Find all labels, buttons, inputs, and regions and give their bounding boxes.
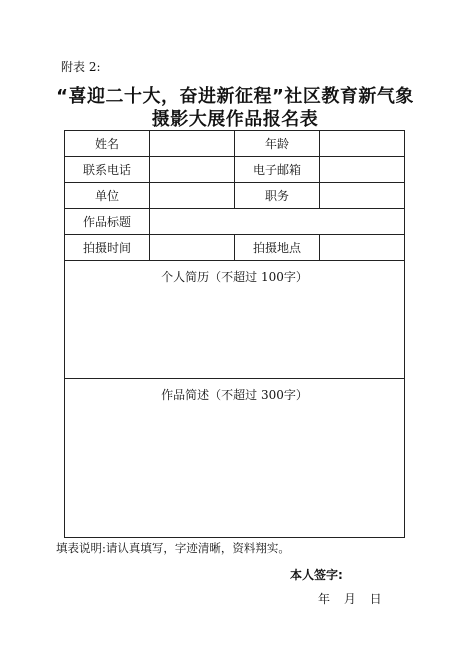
age-field[interactable] [320,131,405,157]
shoot-time-field[interactable] [150,235,235,261]
shoot-location-label: 拍摄地点 [235,235,320,261]
form-row-shoot-info [65,235,405,261]
attachment-label: 附表 2: [61,60,101,74]
phone-field[interactable] [150,157,235,183]
age-label: 年龄 [235,131,320,157]
bio-field[interactable] [65,261,405,379]
form-title-line1: “喜迎二十大，奋进新征程”社区教育新气象 [56,86,414,107]
form-title-line2: 摄影大展作品报名表 [151,109,319,130]
email-field[interactable] [320,157,405,183]
employer-label: 单位 [65,183,150,209]
form-row-phone-email [65,157,405,183]
form-row-employer-position [65,183,405,209]
name-label: 姓名 [65,131,150,157]
registration-form-table [64,130,405,538]
work-title-field[interactable] [150,209,405,235]
work-title-label: 作品标题 [65,209,150,235]
form-row-work-title [65,209,405,235]
form-row-description [65,379,405,538]
email-label: 电子邮箱 [235,157,320,183]
shoot-time-label: 拍摄时间 [65,235,150,261]
name-field[interactable] [150,131,235,157]
form-row-name-age [65,131,405,157]
bio-label: 个人简历（不超过 100字） [161,270,308,284]
form-instructions: 填表说明:请认真填写，字迹清晰，资料翔实。 [56,541,290,555]
date-label: 年 月 日 [318,592,382,606]
description-label: 作品简述（不超过 300字） [161,388,308,402]
position-label: 职务 [235,183,320,209]
form-row-bio [65,261,405,379]
employer-field[interactable] [150,183,235,209]
description-field[interactable] [65,379,405,538]
shoot-location-field[interactable] [320,235,405,261]
signature-label: 本人签字: [290,568,343,582]
phone-label: 联系电话 [65,157,150,183]
position-field[interactable] [320,183,405,209]
